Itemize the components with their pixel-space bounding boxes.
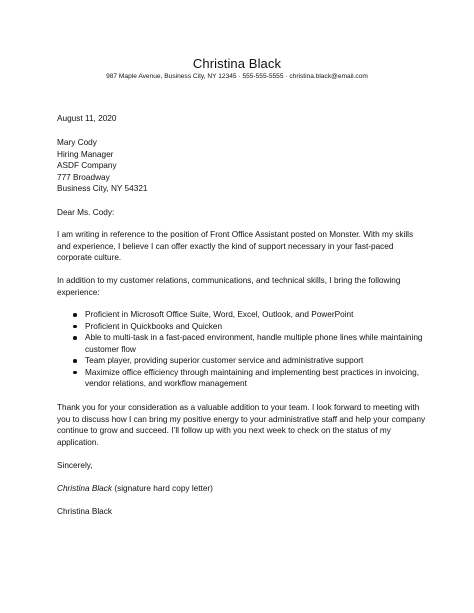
list-item xyxy=(57,355,429,367)
list-item-text: Proficient in Quickbooks and Quicken xyxy=(85,321,223,331)
recipient-title: Hiring Manager xyxy=(57,149,114,159)
salutation: Dear Ms. Cody: xyxy=(57,208,115,217)
letter-date: August 11, 2020 xyxy=(57,114,117,123)
experience-list xyxy=(57,309,429,390)
list-item xyxy=(57,321,429,333)
typed-name: Christina Black xyxy=(57,507,113,516)
signature-note: (signature hard copy letter) xyxy=(114,484,213,493)
sender-name: Christina Black xyxy=(192,56,282,71)
bullet-icon xyxy=(73,313,77,317)
bullet-icon xyxy=(73,325,77,329)
signature-line xyxy=(57,483,429,495)
signature: Christina Black xyxy=(57,484,113,493)
list-item-text: Maximize office efficiency through maintaining and implementing best practices in invoicing, vendor relations, and workflow management xyxy=(85,367,419,388)
recipient-city: Business City, NY 54321 xyxy=(57,184,148,193)
list-item-text: Proficient in Microsoft Office Suite, Word, Excel, Outlook, and PowerPoint xyxy=(85,310,354,319)
list-item xyxy=(57,367,429,390)
list-item xyxy=(57,332,429,355)
recipient-block xyxy=(57,137,429,195)
experience-intro-paragraph: In addition to my customer relations, communications, and technical skills, I bring the following experience: xyxy=(57,276,401,297)
bullet-icon xyxy=(73,359,77,363)
intro-paragraph: I am writing in reference to the position of Front Office Assistant posted on Monster. With my skills and experience, I believe I can offer exactly the kind of support necessary in your fast-paced corporate culture. xyxy=(57,230,414,262)
list-item xyxy=(57,309,429,321)
recipient-name: Mary Cody xyxy=(57,138,97,147)
bullet-icon xyxy=(73,371,77,375)
closing-salutation: Sincerely, xyxy=(57,461,93,470)
recipient-company: ASDF Company xyxy=(57,161,117,170)
sender-contact-line: 987 Maple Avenue, Business City, NY 12345 · 555-555-5555 · christina.black@email.com xyxy=(106,73,368,80)
bullet-icon xyxy=(73,336,77,340)
list-item-text: Team player, providing superior customer service and administrative support xyxy=(85,356,364,365)
closing-paragraph: Thank you for your consideration as a valuable addition to your team. I look forward to meeting with you to discuss how I can bring my positive energy to your administrative staff and help your company continue to grow and succeed. I’ll follow up with you next week to check on the status of my application. xyxy=(57,403,426,447)
recipient-street: 777 Broadway xyxy=(57,172,110,182)
list-item-text: Able to multi-task in a fast-paced environment, handle multiple phone lines while maintaining customer flow xyxy=(85,333,423,354)
